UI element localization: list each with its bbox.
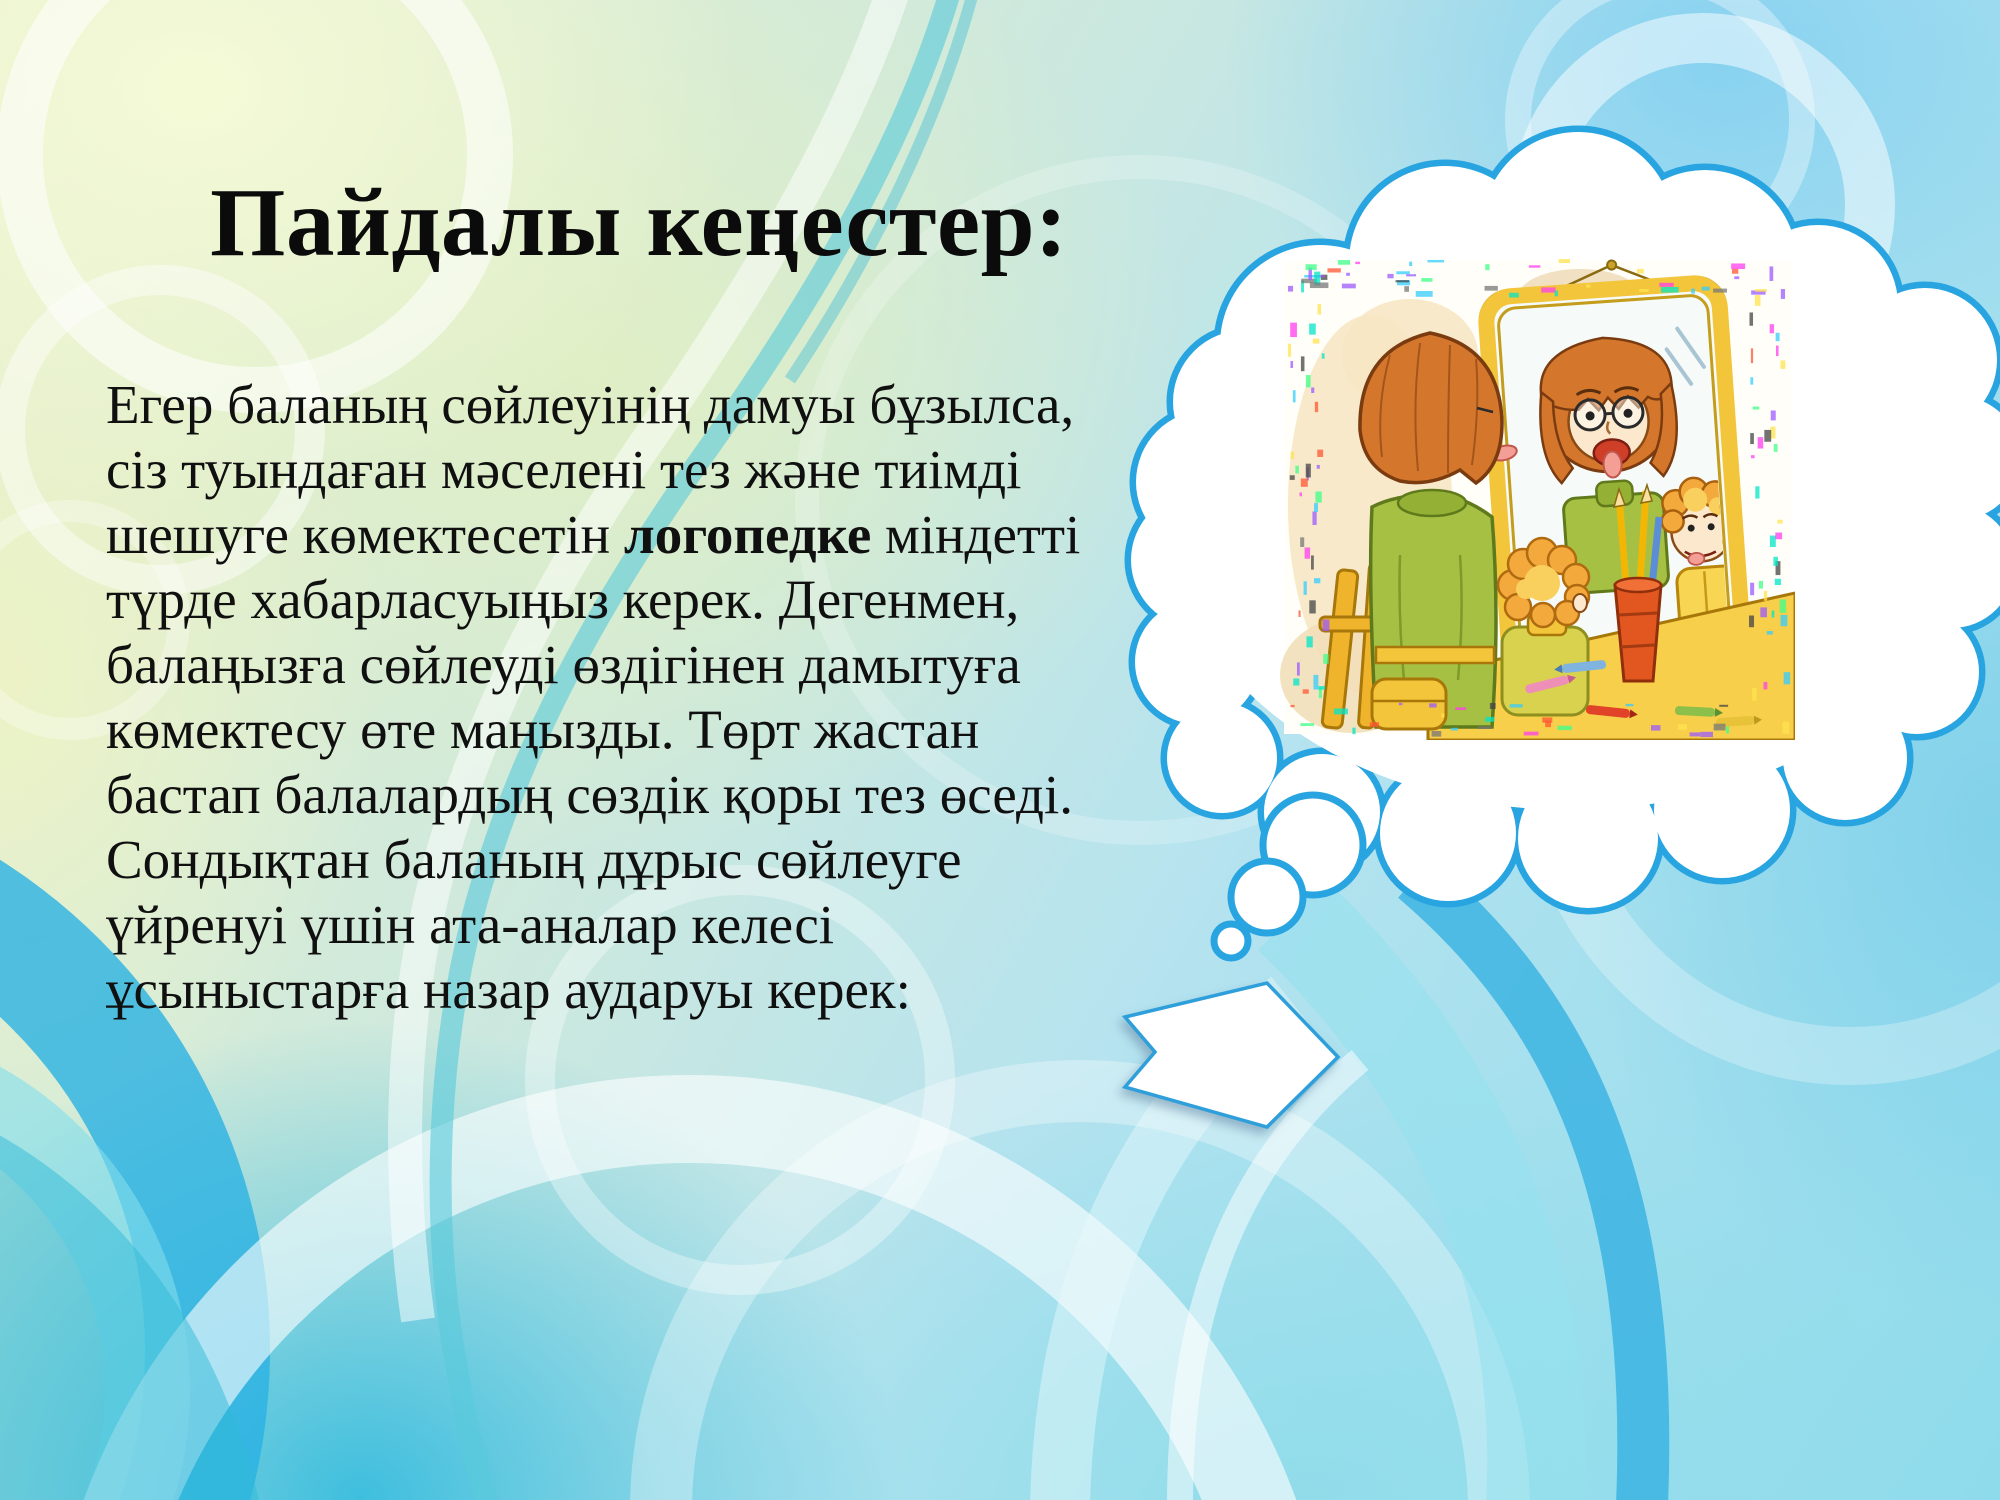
text-segment: міндетті bbox=[871, 504, 1081, 565]
slide-title: Пайдалы кеңестер: bbox=[210, 169, 1068, 276]
mirror-nail bbox=[1607, 260, 1617, 270]
text-segment: сіз туындаған мәселені тез және тиімді bbox=[106, 439, 1022, 500]
text-segment: көмектесу өте маңызды. Төрт жастан bbox=[106, 699, 980, 760]
text-segment: бастап балалардың сөздік қоры тез өседі. bbox=[106, 764, 1074, 825]
body-line bbox=[106, 437, 1166, 502]
speech-therapy-illustration bbox=[1280, 255, 1795, 740]
text-segment: ұсыныстарға назар аударуы керек: bbox=[106, 959, 911, 1020]
body-line bbox=[106, 632, 1166, 697]
slide-body-text bbox=[106, 372, 1166, 1022]
body-line bbox=[106, 892, 1166, 957]
body-line bbox=[106, 697, 1166, 762]
body-line bbox=[106, 372, 1166, 437]
text-segment: шешуге көмектесетін bbox=[106, 504, 624, 565]
body-line bbox=[106, 762, 1166, 827]
text-segment: үйренуі үшін ата-аналар келесі bbox=[106, 894, 835, 955]
text-segment: түрде хабарласуыңыз керек. Дегенмен, bbox=[106, 569, 1020, 630]
text-segment: Егер баланың сөйлеуінің дамуы бұзылса, bbox=[106, 374, 1075, 435]
therapist-figure bbox=[1360, 333, 1518, 729]
thought-bubble-trail-circle bbox=[1231, 861, 1303, 933]
text-segment: Сондықтан баланың дұрыс сөйлеуге bbox=[106, 829, 962, 890]
body-line bbox=[106, 957, 1166, 1022]
body-line bbox=[106, 567, 1166, 632]
body-line bbox=[106, 827, 1166, 892]
text-segment: балаңызға сөйлеуді өздігінен дамытуға bbox=[106, 634, 1021, 695]
body-line bbox=[106, 502, 1166, 567]
highlight-word: логопедке bbox=[623, 504, 872, 565]
